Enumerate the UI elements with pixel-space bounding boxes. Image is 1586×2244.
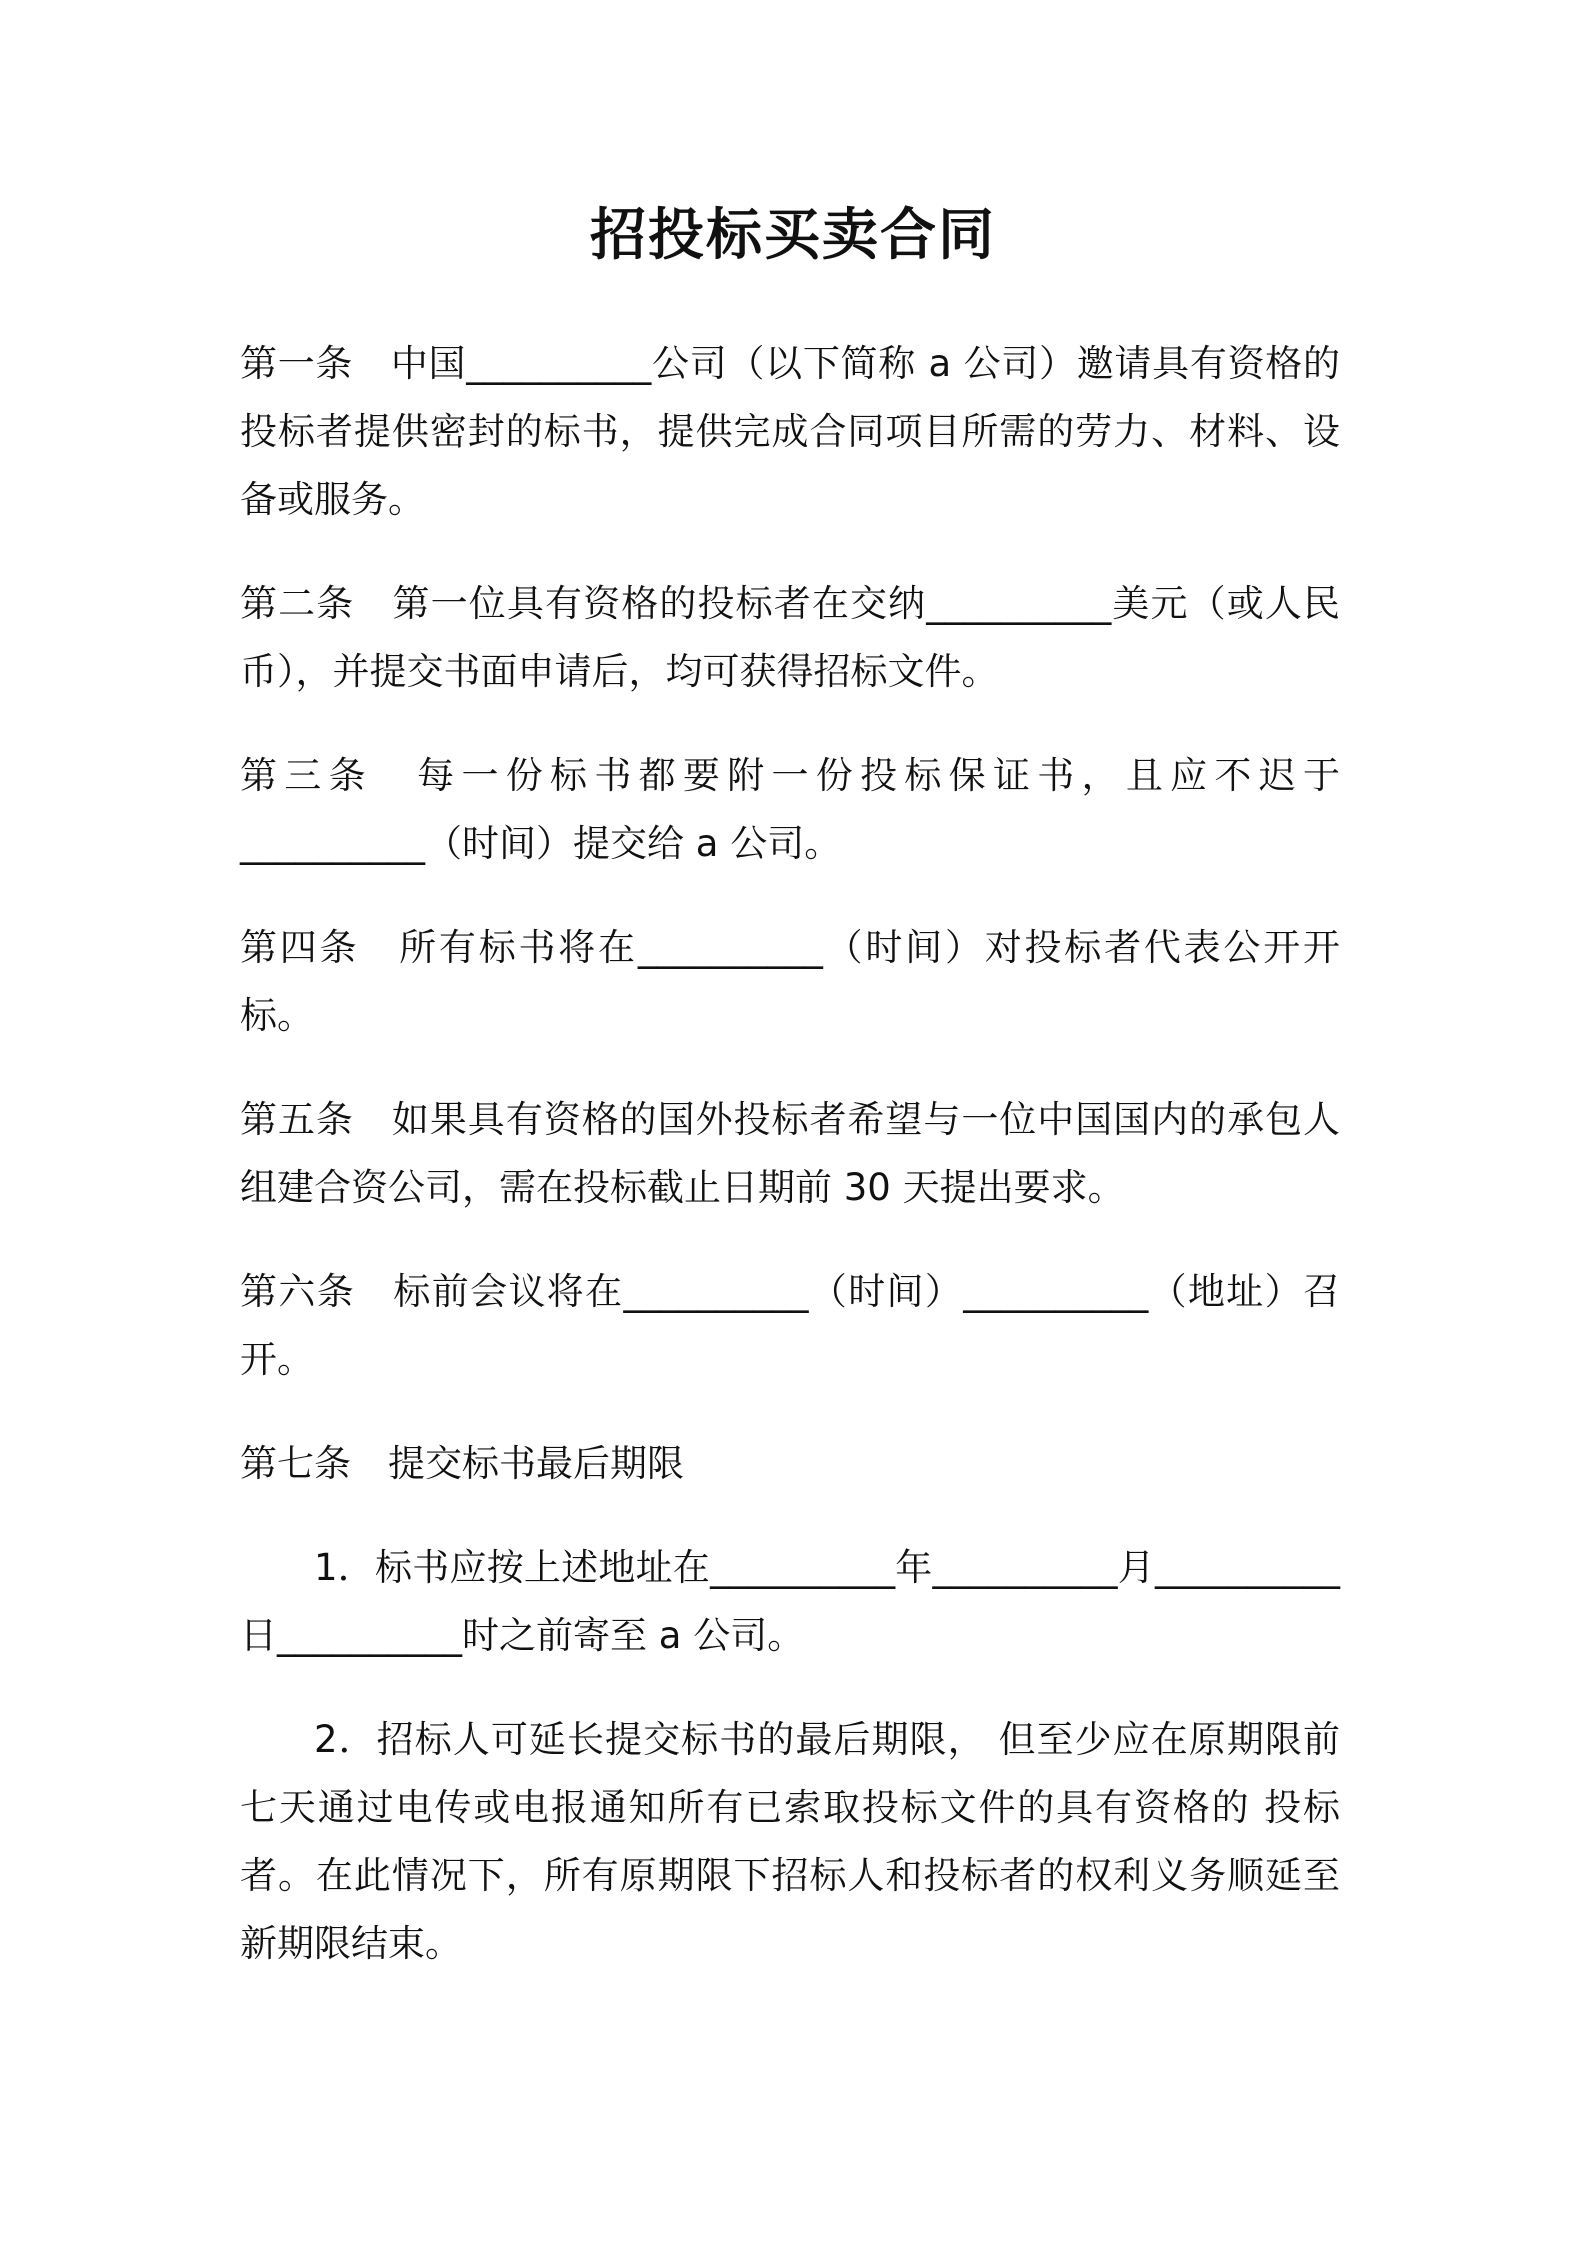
article-7-item-2: 2．招标人可延长提交标书的最后期限， 但至少应在原期限前七天通过电传或电报通知所有已索取投标文件的具有资格的 投标者。在此情况下，所有原期限下招标人和投标者的权利义务顺延至新期限结束。 [240,1718,1340,1965]
article-7-heading: 第七条 提交标书最后期限 [240,1442,684,1485]
document-body [240,330,1340,2014]
article-6: 第六条 标前会议将在__________（时间）__________（地址）召开。 [240,1270,1340,1381]
article-5: 第五条 如果具有资格的国外投标者希望与一位中国国内的承包人组建合资公司，需在投标截止日期前 30 天提出要求。 [240,1098,1340,1209]
article-7-item-1: 1．标书应按上述地址在__________年__________月__________日__________时之前寄至 a 公司。 [240,1546,1340,1657]
article-1: 第一条 中国__________公司（以下简称 a 公司）邀请具有资格的投标者提供密封的标书，提供完成合同项目所需的劳力、材料、设备或服务。 [240,342,1340,521]
article-2: 第二条 第一位具有资格的投标者在交纳__________美元（或人民币），并提交书面申请后，均可获得招标文件。 [240,582,1340,693]
document-title: 招投标买卖合同 [590,203,996,268]
article-4: 第四条 所有标书将在__________（时间）对投标者代表公开开标。 [240,926,1340,1037]
article-3: 第三条 每一份标书都要附一份投标保证书，且应不迟于__________（时间）提交给 a 公司。 [240,754,1340,865]
